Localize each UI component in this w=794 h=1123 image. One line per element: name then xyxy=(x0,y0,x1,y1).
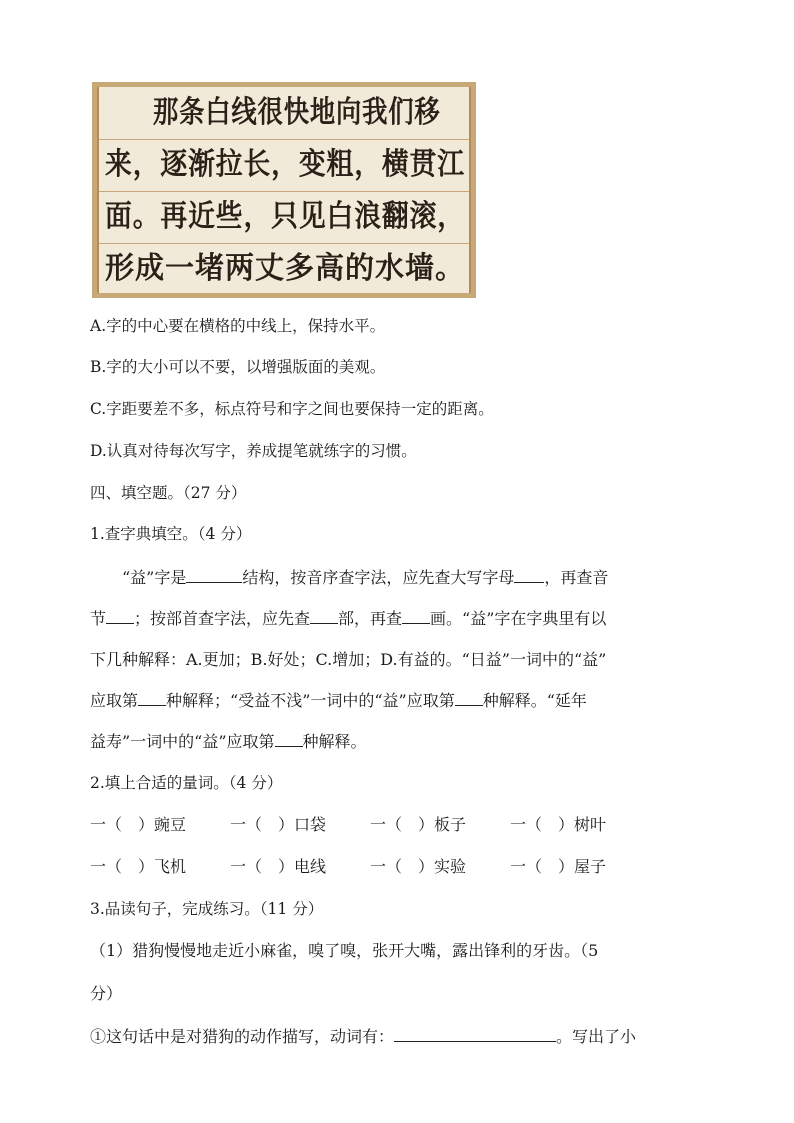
measure-word-item: 一（ ）屋子 xyxy=(510,857,607,876)
q1-line-5: 益寿”一词中的“益”应取第 种解释。 xyxy=(90,732,367,751)
calligraphy-row-3: 面。再近些，只见白浪翻滚， xyxy=(105,199,465,234)
measure-word-item: 一（ ）板子 xyxy=(370,815,467,834)
calligraphy-sample-image xyxy=(92,82,476,298)
q3-sub-1-line-1: （1）猎狗慢慢地走近小麻雀，嗅了嗅，张开大嘴，露出锋利的牙齿。（5 xyxy=(90,941,599,960)
q3-item-1: ①这句话中是对猎狗的动作描写，动词有： 。写出了小 xyxy=(90,1027,637,1046)
option-b: B.字的大小可以不要，以增强版面的美观。 xyxy=(90,358,386,376)
measure-word-item: 一（ ）口袋 xyxy=(230,815,327,834)
calligraphy-row-4: 形成一堵两丈多高的水墙。 xyxy=(105,251,465,286)
calligraphy-row-1: 那条白线很快地向我们移 xyxy=(153,95,441,130)
measure-word-row-2 xyxy=(90,856,650,878)
answer-blank[interactable] xyxy=(106,607,134,624)
measure-word-item: 一（ ）飞机 xyxy=(90,857,187,876)
section-4-title: 四、填空题。（27 分） xyxy=(90,484,247,502)
q1-line-3: 下几种解释：A.更加；B.好处；C.增加；D.有益的。“日益”一词中的“益” xyxy=(90,650,607,669)
measure-word-row-1 xyxy=(90,814,650,836)
option-d: D.认真对待每次写字，养成提笔就练字的习惯。 xyxy=(90,442,417,460)
calligraphy-row-2: 来，逐渐拉长，变粗，横贯江 xyxy=(105,147,465,182)
q1-line-4: 应取第 种解释；“受益不浅”一词中的“益”应取第 种解释。“延年 xyxy=(90,691,587,710)
answer-blank[interactable] xyxy=(186,566,242,583)
measure-word-item: 一（ ）实验 xyxy=(370,857,467,876)
answer-blank[interactable] xyxy=(402,607,430,624)
answer-blank[interactable] xyxy=(138,689,166,706)
answer-blank[interactable] xyxy=(514,566,544,583)
measure-word-item: 一（ ）电线 xyxy=(230,857,327,876)
answer-blank[interactable] xyxy=(275,730,303,747)
question-2-title: 2.填上合适的量词。（4 分） xyxy=(90,774,283,792)
q1-line-1: “益”字是 结构，按音序查字法，应先查大写字母 ，再查音 xyxy=(122,568,609,587)
option-a: A.字的中心要在横格的中线上，保持水平。 xyxy=(90,317,386,335)
answer-blank[interactable] xyxy=(310,607,338,624)
question-1-title: 1.查字典填空。（4 分） xyxy=(90,525,252,543)
measure-word-item: 一（ ）豌豆 xyxy=(90,815,187,834)
question-3-title: 3.品读句子，完成练习。（11 分） xyxy=(90,900,324,918)
answer-blank[interactable] xyxy=(394,1025,556,1042)
q3-sub-1-line-2: 分） xyxy=(90,984,123,1003)
measure-word-item: 一（ ）树叶 xyxy=(510,815,607,834)
option-c: C.字距要差不多，标点符号和字之间也要保持一定的距离。 xyxy=(90,400,494,418)
answer-blank[interactable] xyxy=(455,689,483,706)
q1-line-2: 节 ；按部首查字法，应先查 部，再查 画。“益”字在字典里有以 xyxy=(90,609,607,628)
